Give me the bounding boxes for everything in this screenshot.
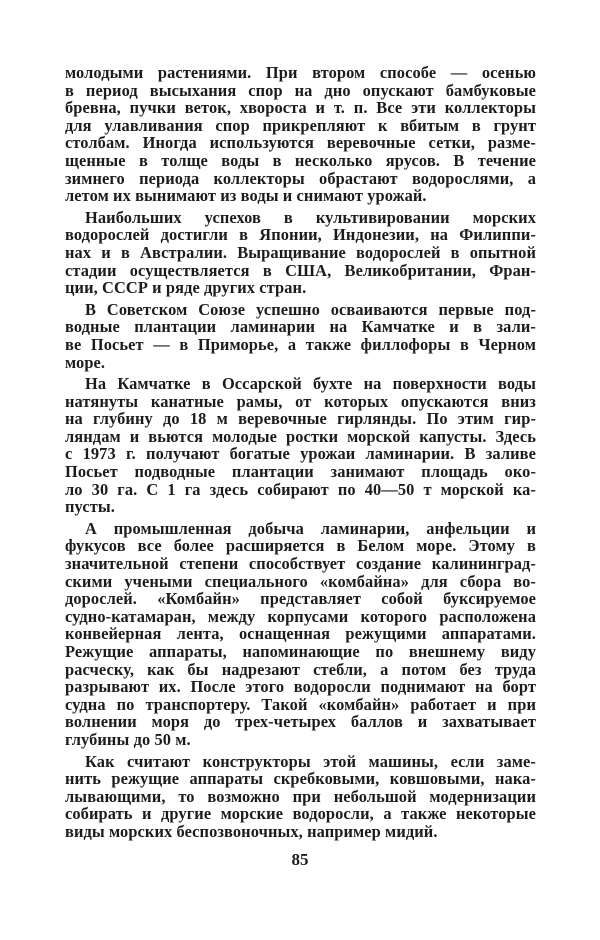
- text-line: ве Посьет — в Приморье, а также филлофоры в Черном: [65, 334, 536, 354]
- text-line: лывающими, то возможно при небольшой модернизации: [65, 786, 536, 806]
- text-line: нить режущие аппараты скребковыми, ковшовыми, нака-: [65, 769, 536, 789]
- text-line: нах и в Австралии. Выращивание водорослей в опытной: [65, 242, 536, 262]
- text-line: молодыми растениями. При втором способе — осенью: [65, 63, 536, 82]
- text-line: Наибольших успехов в культивировании морских: [85, 207, 536, 227]
- text-line: значительной степени способствует создание калининград-: [65, 554, 536, 574]
- text-line: В Советском Союзе успешно осваиваются первые под-: [85, 299, 536, 319]
- text-line: глубины до 50 м.: [65, 729, 191, 749]
- paragraph: [65, 375, 536, 516]
- text-line: ляндам и вьются молодые ростки морской капусты. Здесь: [65, 426, 536, 446]
- text-line: море.: [65, 352, 106, 372]
- text-line: щенные в толще воды в несколько ярусов. В течение: [65, 150, 536, 170]
- text-line: водные плантации ламинарии на Камчатке и в зали-: [65, 317, 536, 337]
- text-line: судна по транспортеру. Такой «комбайн» работает и при: [65, 694, 536, 714]
- paragraph: [65, 301, 536, 371]
- text-line: волнении моря до трех-четырех баллов и захватывает: [65, 712, 536, 732]
- paragraph: [65, 209, 536, 297]
- text-line: конвейерная лента, оснащенная режущими аппаратами.: [65, 624, 536, 644]
- text-line: собирать и другие морские водоросли, а также некоторые: [65, 804, 536, 824]
- text-line: для улавливания спор прикрепляют к вбитым в грунт: [65, 115, 536, 135]
- text-line: натянуты канатные рамы, от которых опускаются вниз: [65, 391, 536, 411]
- text-line: стадии осуществляется в США, Великобритании, Фран-: [65, 260, 536, 280]
- text-line: судно-катамаран, между корпусами которого расположена: [65, 606, 536, 626]
- paragraph: [65, 753, 536, 841]
- page-body: [65, 64, 536, 845]
- text-line: летом их вынимают из воды и снимают урожай.: [65, 186, 427, 206]
- text-line: Посьет подводные плантации занимают площадь око-: [65, 462, 536, 482]
- text-line: ции, СССР и ряде других стран.: [65, 278, 307, 298]
- text-line: скими учеными специального «комбайна» для сбора во-: [65, 571, 536, 591]
- text-line: расческу, как бы надрезают стебли, а потом без труда: [65, 659, 536, 679]
- text-line: в период высыхания спор на дно опускают бамбуковые: [65, 80, 536, 100]
- paragraph: [65, 64, 536, 205]
- text-line: водорослей достигли в Японии, Индонезии, на Филиппи-: [65, 225, 536, 245]
- page-number: 85: [291, 850, 309, 869]
- text-line: пусты.: [65, 497, 115, 517]
- text-line: с 1973 г. получают богатые урожаи ламинарии. В заливе: [65, 444, 536, 464]
- text-line: На Камчатке в Оссарской бухте на поверхности воды: [85, 374, 536, 394]
- text-line: бревна, пучки веток, хвороста и т. п. Все эти коллекторы: [65, 98, 536, 118]
- text-line: разрывают их. После этого водоросли поднимают на борт: [65, 677, 536, 697]
- text-line: ло 30 га. С 1 га здесь собирают по 40—50 т морской ка-: [65, 479, 536, 499]
- text-line: Режущие аппараты, напоминающие по внешнему виду: [65, 642, 536, 661]
- paragraph: [65, 520, 536, 749]
- text-line: зимнего периода коллекторы обрастают водорослями, а: [65, 168, 536, 188]
- text-line: виды морских беспозвоночных, например мидий.: [65, 821, 438, 841]
- text-line: столбам. Иногда используются веревочные сетки, разме-: [65, 133, 536, 153]
- text-line: Как считают конструкторы этой машины, если заме-: [85, 751, 536, 771]
- text-line: на глубину до 18 м веревочные гирлянды. По этим гир-: [65, 409, 536, 429]
- text-line: дорослей. «Комбайн» представляет собой буксируемое: [65, 589, 536, 609]
- text-line: А промышленная добыча ламинарии, анфельции и: [85, 518, 536, 538]
- text-line: фукусов все более расширяется в Белом море. Этому в: [65, 536, 536, 556]
